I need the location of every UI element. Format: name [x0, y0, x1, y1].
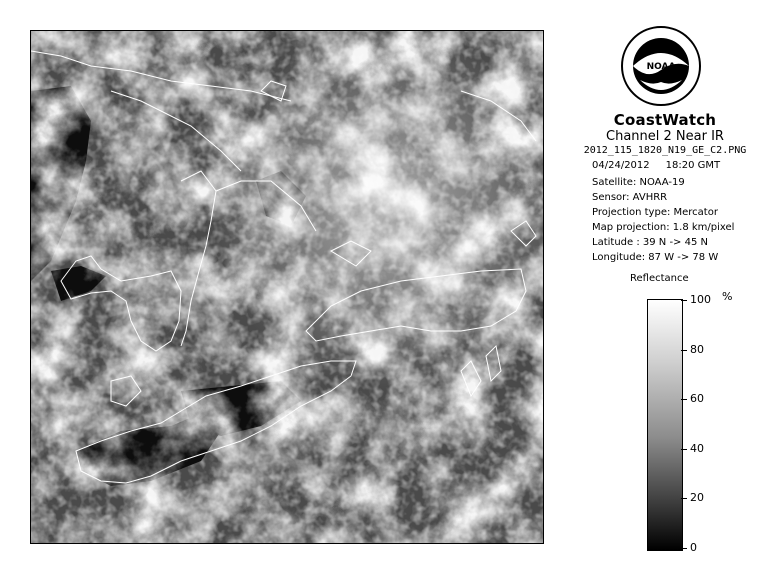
projection-type: Projection type: Mercator [592, 207, 718, 218]
satellite: Satellite: NOAA-19 [592, 177, 685, 188]
colorbar-tick-label: 100 [690, 293, 711, 306]
info-panel [562, 112, 768, 265]
time: 18:20 GMT [665, 160, 721, 171]
latitude: Latitude : 39 N -> 45 N [592, 237, 708, 248]
satellite-image [30, 30, 544, 544]
datetime [592, 158, 768, 173]
noaa-logo-text: NOAA [646, 62, 676, 72]
longitude: Longitude: 87 W -> 78 W [592, 252, 719, 263]
colorbar-unit: % [722, 290, 733, 303]
colorbar-tick [681, 498, 687, 499]
brand-title: CoastWatch [613, 111, 717, 129]
colorbar-tick-label: 0 [690, 541, 697, 554]
colorbar-tick-label: 20 [690, 491, 704, 505]
colorbar-tick [681, 548, 687, 549]
colorbar-tick [681, 399, 687, 400]
noaa-logo [620, 20, 702, 112]
sensor: Sensor: AVHRR [592, 192, 668, 203]
colorbar-tick-label: 40 [690, 441, 704, 455]
filename: 2012_115_1820_N19_GE_C2.PNG [583, 145, 747, 156]
colorbar [647, 299, 683, 551]
channel-label: Channel 2 Near IR [606, 129, 724, 144]
colorbar-tick [681, 449, 687, 450]
colorbar-tick-label: 80 [690, 342, 704, 356]
colorbar-tick [681, 300, 687, 301]
colorbar-tick-label: 60 [690, 392, 704, 406]
map-projection: Map projection: 1.8 km/pixel [592, 222, 735, 233]
colorbar-tick [681, 350, 687, 351]
colorbar-title: Reflectance [630, 273, 689, 284]
date: 04/24/2012 [592, 160, 650, 171]
